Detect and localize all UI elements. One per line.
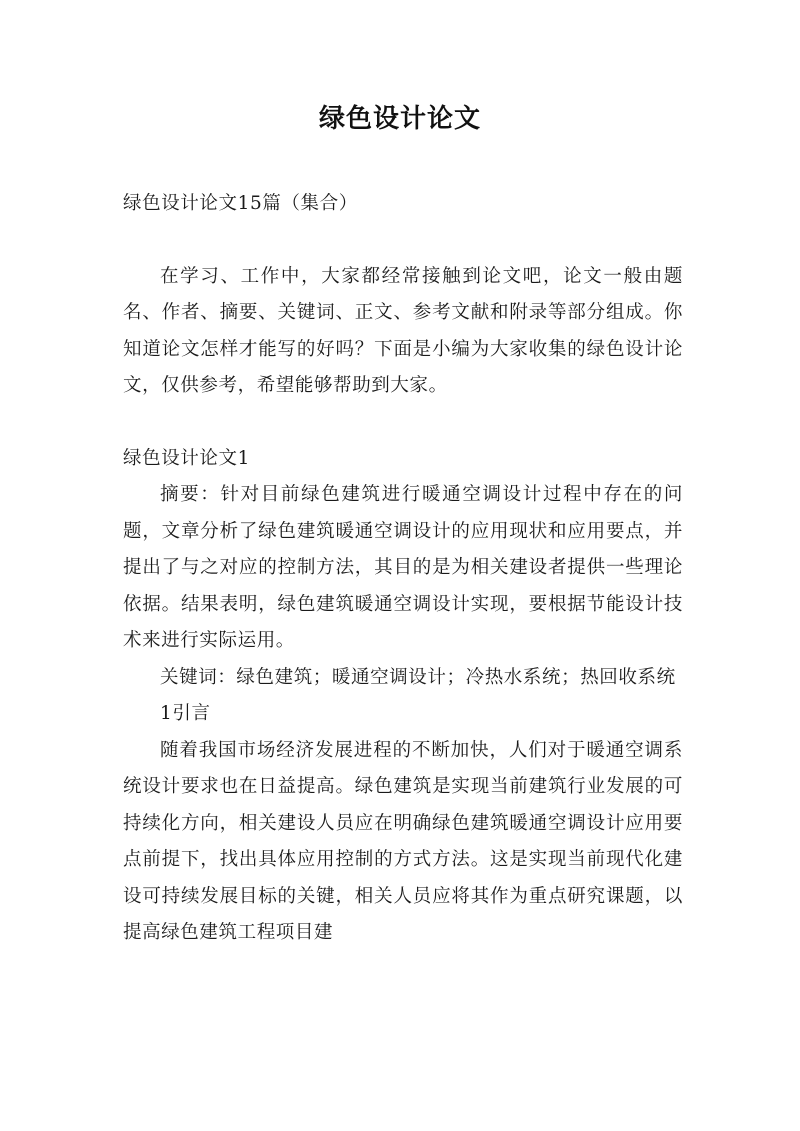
- section-heading: 绿色设计论文1: [123, 447, 250, 469]
- intro-paragraph: 在学习、工作中，大家都经常接触到论文吧，论文一般由题名、作者、摘要、关键词、正文、参考文献和附录等部分组成。你知道论文怎样才能写的好吗？下面是小编为大家收集的绿色设计论文，仅供参考，希望能够帮助到大家。: [123, 265, 683, 396]
- document-body: [123, 186, 683, 952]
- body-paragraph: 随着我国市场经济发展进程的不断加快，人们对于暖通空调系统设计要求也在日益提高。绿色建筑是实现当前建筑行业发展的可持续化方向，相关建设人员应在明确绿色建筑暖通空调设计应用要点前提下，找出具体应用控制的方式方法。这是实现当前现代化建设可持续发展目标的关键，相关人员应将其作为重点研究课题，以提高绿色建筑工程项目建: [123, 739, 683, 943]
- document-title: 绿色设计论文: [318, 104, 481, 134]
- subsection-heading: 1引言: [160, 703, 211, 724]
- keywords-paragraph: 关键词：绿色建筑；暖通空调设计；冷热水系统；热回收系统: [160, 666, 676, 688]
- abstract-paragraph: 摘要：针对目前绿色建筑进行暖通空调设计过程中存在的问题，文章分析了绿色建筑暖通空调设计的应用现状和应用要点，并提出了与之对应的控制方法，其目的是为相关建设者提供一些理论依据。结果表明，绿色建筑暖通空调设计实现，要根据节能设计技术来进行实际运用。: [123, 484, 683, 651]
- document-subtitle: 绿色设计论文15篇（集合）: [123, 193, 358, 214]
